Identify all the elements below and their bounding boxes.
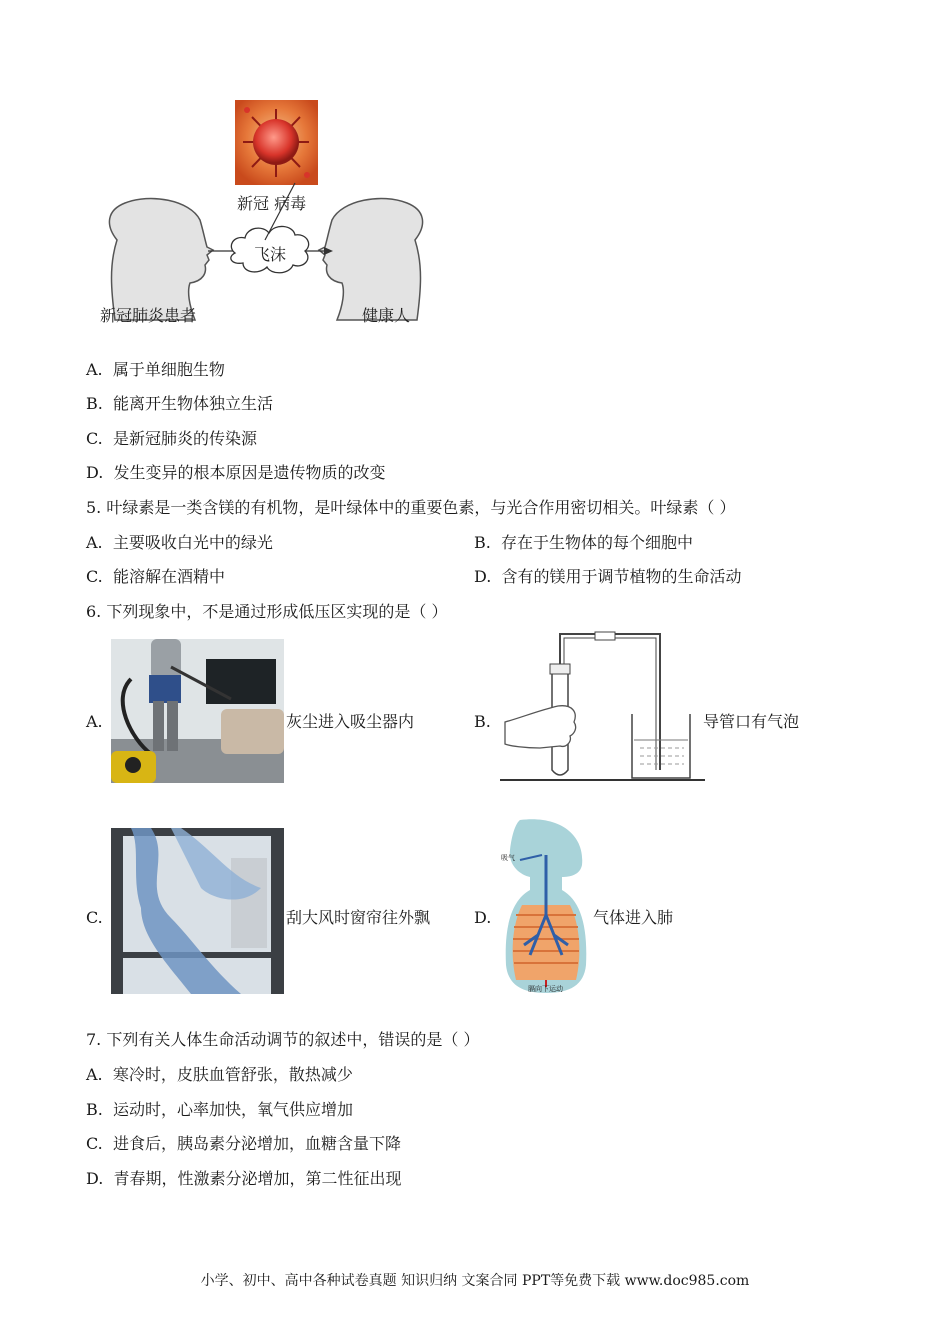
q5-option-b: B. 存在于生物体的每个细胞中	[474, 533, 694, 552]
q6-option-d-text: 气体进入肺	[593, 908, 674, 927]
patient-label: 新冠肺炎患者	[100, 306, 197, 325]
q6-option-a-letter: A.	[86, 712, 103, 731]
test-tube-apparatus	[500, 630, 705, 785]
diaphragm-label: 膈向下运动	[528, 985, 563, 993]
q6-option-c-text: 刮大风时窗帘往外飘	[286, 908, 431, 927]
q4-option-d: D. 发生变异的根本原因是遗传物质的改变	[86, 463, 386, 482]
q7-stem: 7. 下列有关人体生命活动调节的叙述中，错误的是（ ）	[86, 1030, 480, 1049]
q7-option-d: D. 青春期，性激素分泌增加，第二性征出现	[86, 1169, 402, 1188]
q5-option-c: C. 能溶解在酒精中	[86, 567, 225, 586]
healthy-head	[319, 198, 423, 320]
q7-option-a: A. 寒冷时，皮肤血管舒张，散热减少	[86, 1065, 353, 1084]
q7-option-b: B. 运动时，心率加快，氧气供应增加	[86, 1100, 354, 1119]
q6-stem: 6. 下列现象中，不是通过形成低压区实现的是（ ）	[86, 602, 448, 621]
healthy-label: 健康人	[362, 306, 411, 325]
virus-image	[235, 100, 318, 185]
q5-option-a: A. 主要吸收白光中的绿光	[86, 533, 273, 552]
virus-label: 新冠 病毒	[237, 194, 307, 213]
q6-option-a-text: 灰尘进入吸尘器内	[286, 712, 415, 731]
lung-diagram	[500, 815, 592, 995]
transmission-figure	[95, 95, 435, 330]
q4-option-b: B. 能离开生物体独立生活	[86, 394, 274, 413]
q5-option-d: D. 含有的镁用于调节植物的生命活动	[474, 567, 742, 586]
vacuum-cleaner-photo	[111, 639, 284, 783]
q6-option-c-letter: C.	[86, 908, 103, 927]
q4-option-c: C. 是新冠肺炎的传染源	[86, 429, 257, 448]
q4-option-a: A. 属于单细胞生物	[86, 360, 225, 379]
q6-option-b-letter: B.	[474, 712, 491, 731]
patient-head	[109, 198, 213, 320]
q7-option-c: C. 进食后，胰岛素分泌增加，血糖含量下降	[86, 1134, 401, 1153]
droplet-label: 飞沫	[254, 245, 287, 264]
q6-option-b-text: 导管口有气泡	[703, 712, 800, 731]
inhale-label: 吸气	[501, 854, 515, 862]
q6-option-d-letter: D.	[474, 908, 492, 927]
q5-stem: 5. 叶绿素是一类含镁的有机物，是叶绿体中的重要色素，与光合作用密切相关。叶绿素（ ）	[86, 498, 736, 517]
page-footer: 小学、初中、高中各种试卷真题 知识归纳 文案合同 PPT等免费下载 www.doc985.com	[200, 1273, 750, 1289]
curtain-window-photo	[111, 828, 284, 994]
